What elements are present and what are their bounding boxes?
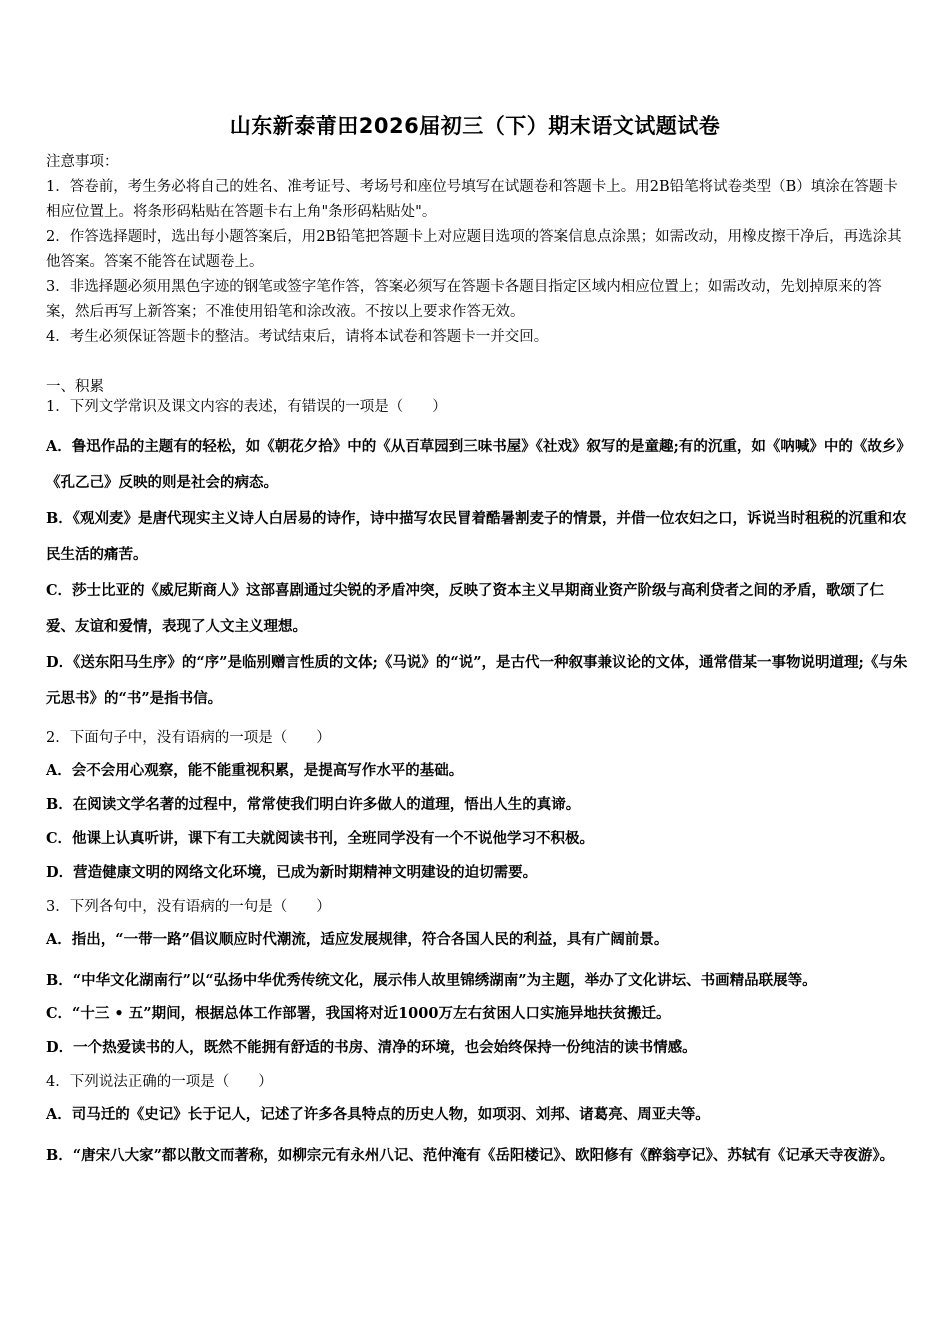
page-title: 山东新泰莆田2026届初三（下）期末语文试题试卷 (229, 114, 721, 138)
question-option: C．“十三 • 五”期间，根据总体工作部署，我国将对近1000万左右贫困人口实施异地扶贫搬迁。 (46, 1005, 671, 1022)
question-option: A．司马迁的《史记》长于记人，记述了许多各具特点的历史人物，如项羽、刘邦、诸葛亮、周亚夫等。 (46, 1106, 710, 1123)
notice-item: 4．考生必须保证答题卡的整洁。考试结束后，请将本试卷和答题卡一并交回。 (46, 329, 549, 345)
question-option: B．“中华文化湖南行”以“弘扬中华优秀传统文化，展示伟人故里锦绣湖南”为主题，举办了文化讲坛、书画精品联展等。 (46, 972, 817, 989)
question-option: B．《观刈麦》是唐代现实主义诗人白居易的诗作，诗中描写农民冒着酷暑割麦子的情景，并借一位农妇之口，诉说当时租税的沉重和农民生活的痛苦。 (46, 510, 907, 563)
question-stem: 2．下面句子中，没有语病的一项是（ ） (46, 730, 331, 746)
notice-heading: 注意事项： (46, 154, 119, 170)
question-option: A．鲁迅作品的主题有的轻松，如《朝花夕拾》中的《从百草园到三味书屋》《社戏》叙写的是童趣;有的沉重，如《呐喊》中的《故乡》《孔乙己》反映的则是社会的病态。 (46, 438, 904, 491)
notice-item: 2．作答选择题时，选出每小题答案后，用2B铅笔把答题卡上对应题目选项的答案信息点涂黑；如需改动，用橡皮擦干净后，再选涂其他答案。答案不能答在试题卷上。 (46, 229, 902, 270)
question-option: A．指出，“一带一路”倡议顺应时代潮流，适应发展规律，符合各国人民的利益，具有广阔前景。 (46, 931, 669, 948)
section-heading: 一、积累 (46, 379, 104, 395)
notice-item: 3．非选择题必须用黑色字迹的钢笔或签字笔作答，答案必须写在答题卡各题目指定区域内相应位置上；如需改动，先划掉原来的答案，然后再写上新答案；不准使用铅笔和涂改液。不按以上要求作答无效。 (46, 279, 882, 320)
question-option: A．会不会用心观察，能不能重视积累，是提高写作水平的基础。 (46, 762, 464, 779)
question-stem: 4．下列说法正确的一项是（ ） (46, 1074, 273, 1090)
question-list (46, 396, 908, 1174)
question-option: B．在阅读文学名著的过程中，常常使我们明白许多做人的道理，悟出人生的真谛。 (46, 796, 581, 813)
notice-item: 1．答卷前，考生务必将自己的姓名、准考证号、考场号和座位号填写在试题卷和答题卡上。用2B铅笔将试卷类型（B）填涂在答题卡相应位置上。将条形码粘贴在答题卡右上角"条形码粘贴处"。 (46, 179, 898, 220)
notice-block (46, 150, 906, 350)
question-option: B．“唐宋八大家”都以散文而著称，如柳宗元有永州八记、范仲淹有《岳阳楼记》、欧阳修有《醉翁亭记》、苏轼有《记承天寺夜游》。 (46, 1147, 895, 1164)
question-option: D．《送东阳马生序》的“序”是临别赠言性质的文体;《马说》的“说”，是古代一种叙事兼议论的文体，通常借某一事物说明道理;《与朱元思书》的“书”是指书信。 (46, 654, 908, 707)
question-option: D．营造健康文明的网络文化环境，已成为新时期精神文明建设的迫切需要。 (46, 864, 538, 881)
question-option: C．他课上认真听讲，课下有工夫就阅读书刊，全班同学没有一个不说他学习不积极。 (46, 830, 595, 847)
question-stem: 3．下列各句中，没有语病的一句是（ ） (46, 899, 331, 915)
question-option: C．莎士比亚的《威尼斯商人》这部喜剧通过尖锐的矛盾冲突，反映了资本主义早期商业资产阶级与高利贷者之间的矛盾，歌颂了仁爱、友谊和爱情，表现了人文主义理想。 (46, 582, 885, 635)
question-stem: 1．下列文学常识及课文内容的表述，有错误的一项是（ ） (46, 399, 447, 415)
question-option: D．一个热爱读书的人，既然不能拥有舒适的书房、清净的环境，也会始终保持一份纯洁的读书情感。 (46, 1039, 697, 1056)
